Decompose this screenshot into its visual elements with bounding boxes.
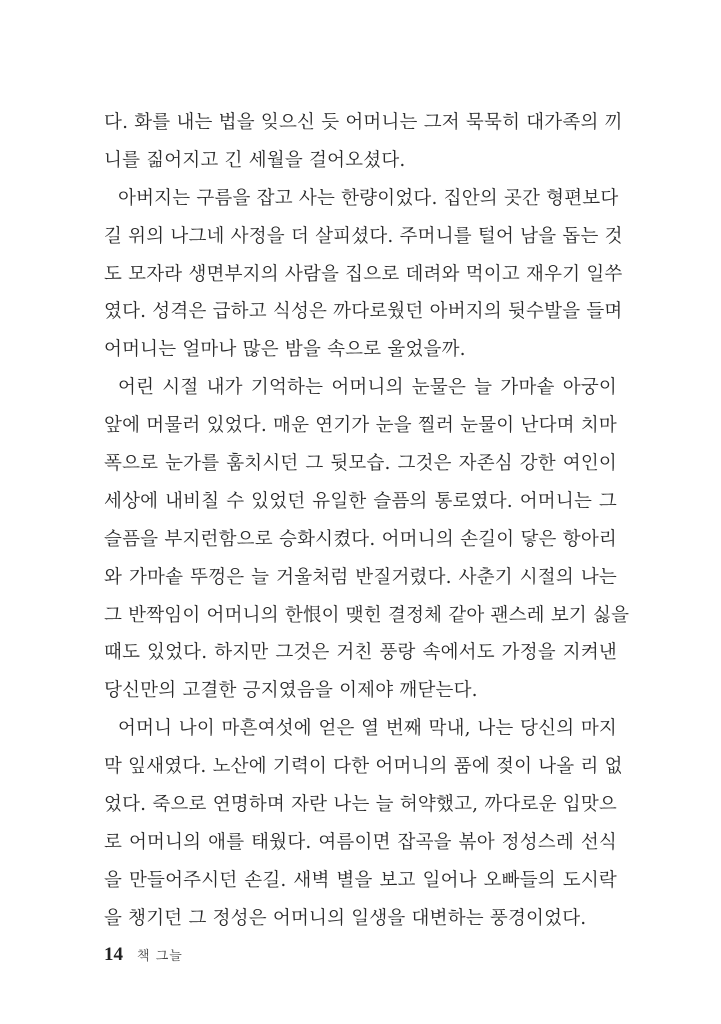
text-line: 도 모자라 생면부지의 사람을 집으로 데려와 먹이고 재우기 일쑤 <box>104 263 623 285</box>
book-title: 책 그늘 <box>137 949 183 964</box>
text-line: 어린 시절 내가 기억하는 어머니의 눈물은 늘 가마솥 아궁이 <box>118 377 617 399</box>
text-line: 앞에 머물러 있었다. 매운 연기가 눈을 찔러 눈물이 난다며 치마 <box>104 415 617 437</box>
page-footer <box>104 944 183 974</box>
text-line: 었다. 죽으로 연명하며 자란 나는 늘 허약했고, 까다로운 입맛으 <box>104 794 617 816</box>
page-number: 14 <box>104 944 123 965</box>
text-line: 어머니 나이 마흔여섯에 얻은 열 번째 막내, 나는 당신의 마지 <box>118 718 617 740</box>
text-line: 을 챙기던 그 정성은 어머니의 일생을 대변하는 풍경이었다. <box>104 907 587 929</box>
text-line: 당신만의 고결한 긍지였음을 이제야 깨닫는다. <box>104 680 478 702</box>
text-line: 길 위의 나그네 사정을 더 살피셨다. 주머니를 털어 남을 돕는 것 <box>104 225 623 247</box>
text-line: 세상에 내비칠 수 있었던 유일한 슬픔의 통로였다. 어머니는 그 <box>104 490 617 512</box>
text-line: 다. 화를 내는 법을 잊으신 듯 어머니는 그저 묵묵히 대가족의 끼 <box>104 112 623 133</box>
text-line: 그 반짝임이 어머니의 한恨이 맺힌 결정체 같아 괜스레 보기 싫을 <box>104 604 630 626</box>
text-line: 아버지는 구름을 잡고 사는 한량이었다. 집안의 곳간 형편보다 <box>118 187 619 209</box>
text-line: 와 가마솥 뚜껑은 늘 거울처럼 반질거렸다. 사춘기 시절의 나는 <box>104 566 617 588</box>
body-text <box>104 104 630 938</box>
text-line: 니를 짊어지고 긴 세월을 걸어오셨다. <box>104 149 406 171</box>
text-line: 을 만들어주시던 손길. 새벽 별을 보고 일어나 오빠들의 도시락 <box>104 869 617 891</box>
text-line: 때도 있었다. 하지만 그것은 거친 풍랑 속에서도 가정을 지켜낸 <box>104 642 617 664</box>
text-line: 슬픔을 부지런함으로 승화시켰다. 어머니의 손길이 닿은 항아리 <box>104 528 617 550</box>
text-line: 였다. 성격은 급하고 식성은 까다로웠던 아버지의 뒷수발을 들며 <box>104 301 623 323</box>
text-line: 로 어머니의 애를 태웠다. 여름이면 잡곡을 볶아 정성스레 선식 <box>104 831 617 853</box>
text-line: 폭으로 눈가를 훔치시던 그 뒷모습. 그것은 자존심 강한 여인이 <box>104 453 617 475</box>
text-line: 막 잎새였다. 노산에 기력이 다한 어머니의 품에 젖이 나올 리 없 <box>104 756 623 778</box>
text-line: 어머니는 얼마나 많은 밤을 속으로 울었을까. <box>104 339 466 361</box>
